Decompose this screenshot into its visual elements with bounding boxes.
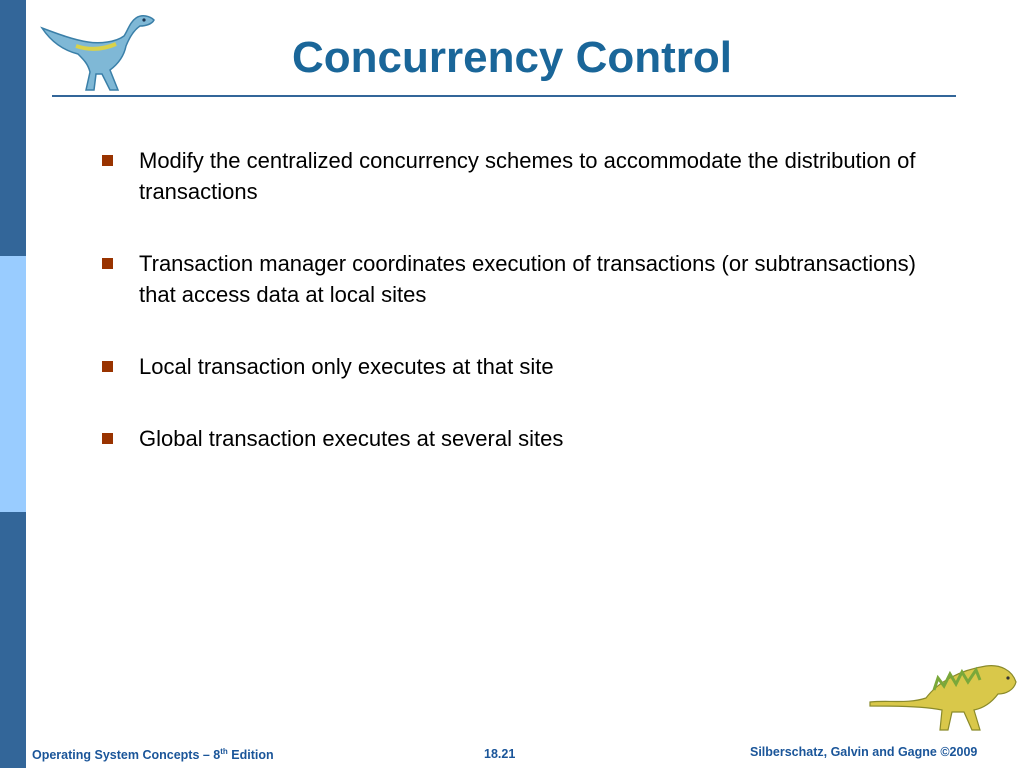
footer-authors: Silberschatz, Galvin and Gagne ©2009: [750, 745, 978, 759]
title-divider: [52, 95, 956, 97]
square-bullet-icon: [102, 258, 113, 269]
square-bullet-icon: [102, 155, 113, 166]
left-accent-bar-highlight: [0, 256, 26, 512]
footer-book-prefix: Operating System Concepts – 8: [32, 748, 221, 763]
footer-page-number: 18.21: [484, 747, 516, 761]
footer-book-superscript: th: [220, 747, 228, 756]
slide-title: Concurrency Control: [291, 33, 733, 82]
dinosaur-logo-icon: [868, 656, 1020, 738]
square-bullet-icon: [102, 433, 113, 444]
square-bullet-icon: [102, 361, 113, 372]
bullet-text: Local transaction only executes at that site: [139, 354, 554, 379]
bullet-text: Modify the centralized concurrency schemes to accommodate the distribution of transactions: [139, 148, 916, 204]
bullet-item: [100, 423, 920, 454]
footer-book-title: [32, 747, 274, 762]
bullet-text: Transaction manager coordinates execution of transactions (or subtransactions) that access data at local sites: [139, 251, 916, 307]
bullet-text: Global transaction executes at several sites: [139, 426, 564, 451]
bullet-list: [100, 145, 920, 454]
footer-book-suffix: Edition: [227, 748, 274, 763]
bullet-item: [100, 351, 920, 382]
bullet-item: [100, 248, 920, 310]
bullet-item: [100, 145, 920, 207]
left-accent-bar: [0, 0, 26, 768]
